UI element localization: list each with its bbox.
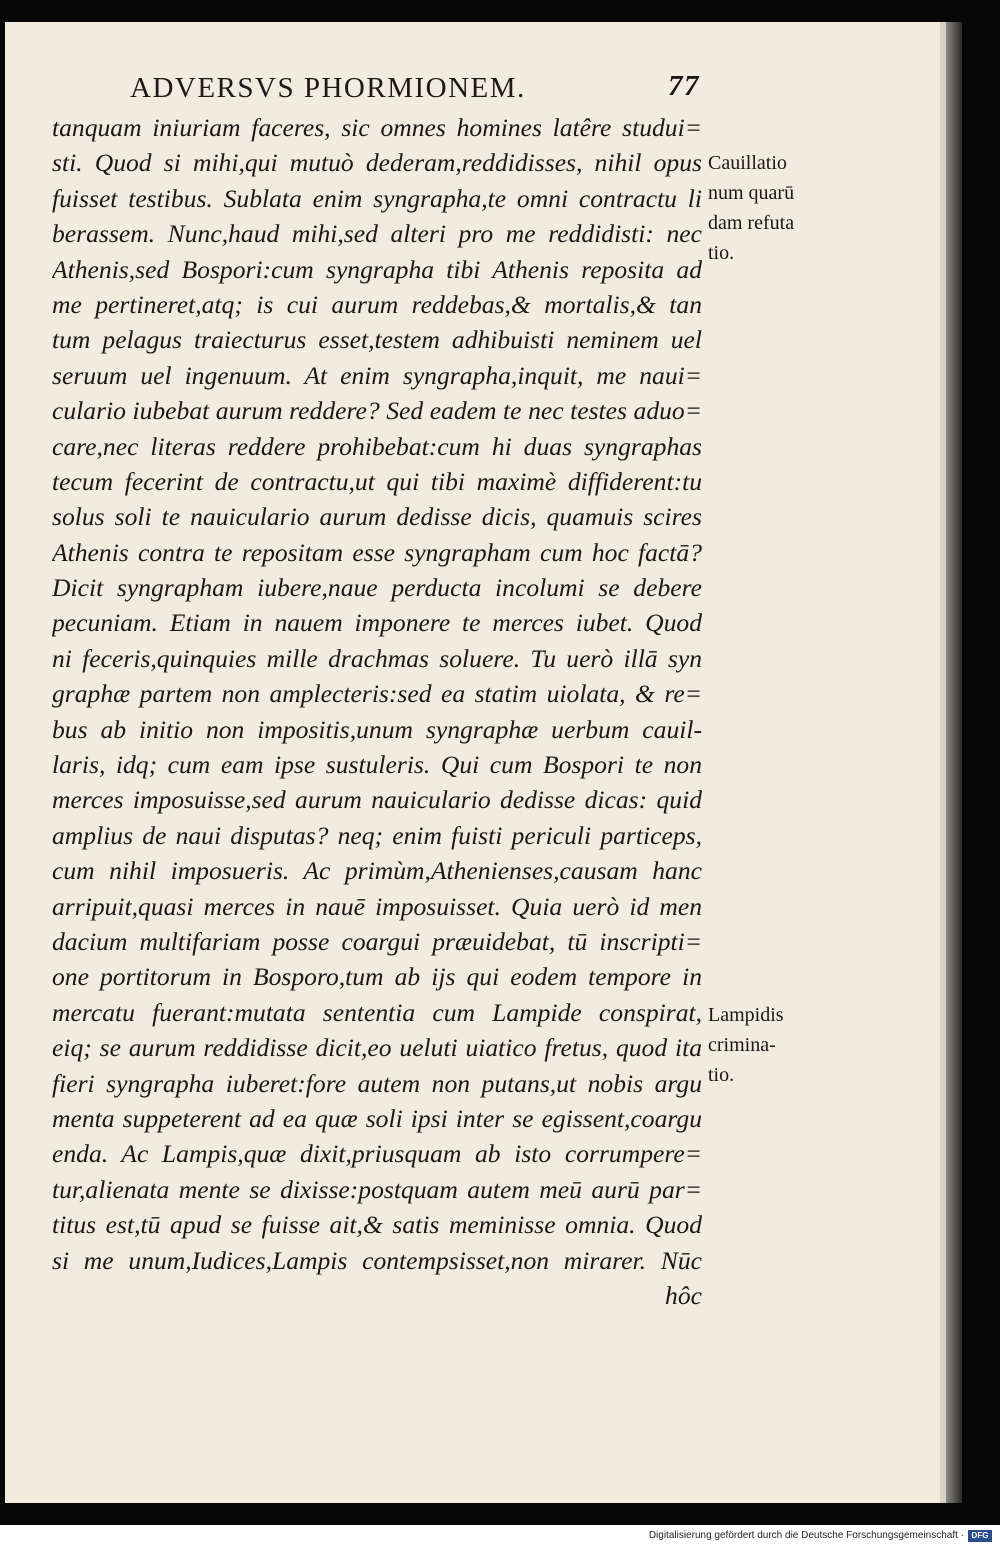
text-line: Athenis contra te repositam esse syngrapham cum hoc factā? <box>52 537 702 567</box>
text-line: Dicit syngrapham iubere,naue perducta incolumi se debere <box>52 573 702 603</box>
body-text <box>52 110 702 1313</box>
text-line: fuisset testibus. Sublata enim syngrapha,te omni contractu li <box>52 183 702 213</box>
text-line: Athenis,sed Bospori:cum syngrapha tibi Athenis reposita ad <box>52 254 702 284</box>
text-line: tecum fecerint de contractu,ut qui tibi maximè diffiderent:tu <box>52 466 702 496</box>
text-line: fieri syngrapha iuberet:fore autem non putans,ut nobis argu <box>52 1068 702 1098</box>
text-line: titus est,tū apud se fuisse ait,& satis meminisse omnia. Quod <box>52 1210 702 1240</box>
header-title: ADVERSVS PHORMIONEM. <box>130 72 526 104</box>
text-line: tur,alienata mente se dixisse:postquam autem meū aurū par= <box>52 1174 702 1204</box>
text-line: pecuniam. Etiam in nauem imponere te merces iubet. Quod <box>52 608 702 638</box>
text-line: menta suppeterent ad ea quæ soli ipsi inter se egissent,coargu <box>52 1103 702 1133</box>
text-line: merces imposuisse,sed aurum nauiculario dedisse dicas: quid <box>52 785 702 815</box>
text-line: bus ab initio non impositis,unum syngraphæ uerbum cauil- <box>52 714 702 744</box>
text-line: seruum uel ingenuum. At enim syngrapha,inquit, me naui= <box>52 360 702 390</box>
footer-credit: Digitalisierung gefördert durch die Deutsche Forschungsgemeinschaft · <box>648 1530 964 1541</box>
text-line: ni feceris,quinquies mille drachmas soluere. Tu uerò illā syn <box>52 643 702 673</box>
text-line: laris, idq; cum eam ipse sustuleris. Qui cum Bospori te non <box>52 750 702 780</box>
text-line: cum nihil imposueris. Ac primùm,Athenienses,causam hanc <box>52 856 702 886</box>
text-line: culario iubebat aurum reddere? Sed eadem te nec testes aduo= <box>52 396 702 426</box>
margin-note-line: tio. <box>708 1064 735 1086</box>
running-header <box>130 72 700 112</box>
text-line: solus soli te nauiculario aurum dedisse dicis, quamuis scires <box>52 502 702 532</box>
text-line: hôc <box>665 1280 702 1310</box>
page-number: 77 <box>668 70 700 102</box>
margin-note-line: crimina- <box>708 1034 776 1056</box>
text-line: arripuit,quasi merces in nauē imposuisset. Quia uerò id men <box>52 891 702 921</box>
footer-bar <box>0 1527 1000 1546</box>
text-line: one portitorum in Bosporo,tum ab ijs qui eodem tempore in <box>52 962 702 992</box>
margin-note-line: dam refuta <box>708 212 795 234</box>
text-line: graphæ partem non amplecteris:sed ea statim uiolata, & re= <box>52 679 702 709</box>
margin-note-lampidis <box>708 1000 784 1090</box>
margin-note-line: num quarū <box>708 182 795 204</box>
text-line: berassem. Nunc,haud mihi,sed alteri pro me reddidisti: nec <box>52 219 702 249</box>
margin-note-cauillatio <box>708 148 794 268</box>
text-line: mercatu fuerant:mutata sententia cum Lampide conspirat, <box>52 997 702 1027</box>
text-line: tanquam iniuriam faceres, sic omnes homines latêre studui= <box>52 113 702 142</box>
text-line: eiq; se aurum reddidisse dicit,eo ueluti uiatico fretus, quod ita <box>52 1033 702 1063</box>
text-line: care,nec literas reddere prohibebat:cum hi duas syngraphas <box>52 431 702 461</box>
margin-note-line: Lampidis <box>708 1004 784 1026</box>
text-line: si me unum,Iudices,Lampis contempsisset,non mirarer. Nūc <box>52 1245 702 1275</box>
page-edge-shadow <box>946 22 962 1503</box>
margin-note-line: tio. <box>708 242 735 264</box>
text-line: amplius de naui disputas? neq; enim fuisti periculi particeps, <box>52 820 702 850</box>
text-line: dacium multifariam posse coargui præuidebat, tū inscripti= <box>52 926 702 956</box>
margin-note-line: Cauillatio <box>708 152 787 174</box>
text-line: me pertineret,atq; is cui aurum reddebas,& mortalis,& tan <box>52 289 702 319</box>
dfg-logo: DFG <box>968 1530 992 1542</box>
text-line: tum pelagus traiecturus esset,testem adhibuisti neminem uel <box>52 325 702 355</box>
text-line: enda. Ac Lampis,quæ dixit,priusquam ab isto corrumpere= <box>52 1139 702 1169</box>
text-line: sti. Quod si mihi,qui mutuò dederam,reddidisses, nihil opus <box>52 148 702 178</box>
